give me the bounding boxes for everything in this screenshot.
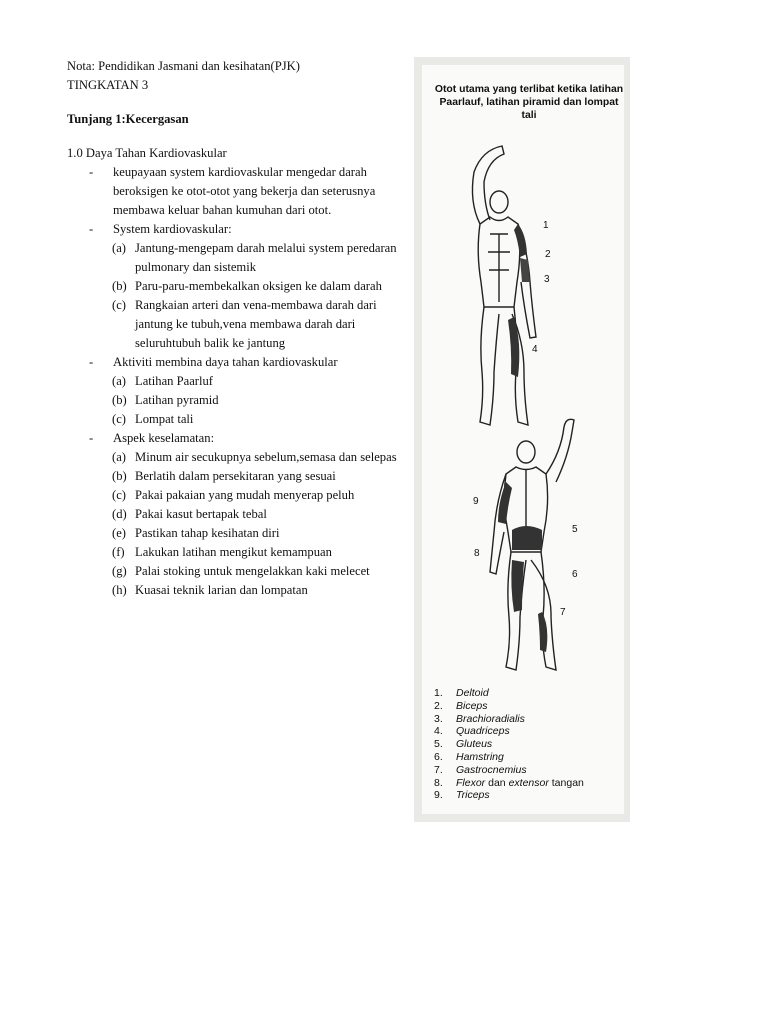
legend-row: 4. Quadriceps — [434, 725, 510, 738]
list-item: - keupayaan system kardiovaskular mengedar darah beroksigen ke otot-otot yang bekerja dan seterusnya membawa keluar bahan kumuhan dari otot. — [89, 165, 376, 217]
list-item: (g) Palai stoking untuk mengelakkan kaki melecet — [112, 564, 370, 578]
note-header: Nota: Pendidikan Jasmani dan kesihatan(PJK) — [67, 59, 300, 73]
front-body-illustration — [454, 142, 564, 437]
marker-6: 6 — [572, 569, 578, 580]
list-item: (c) Pakai pakaian yang mudah menyerap peluh — [112, 488, 355, 502]
legend-row: 1. Deltoid — [434, 687, 489, 699]
legend-row: 9. Triceps — [434, 789, 490, 802]
legend-row: 3. Brachioradialis — [434, 712, 525, 725]
list-item: (b) Paru-paru-membekalkan oksigen ke dalam darah — [112, 279, 382, 293]
list-item: - System kardiovaskular: — [89, 222, 232, 236]
list-item: (a) Minum air secukupnya sebelum,semasa dan selepas — [112, 450, 397, 464]
back-body-illustration — [476, 412, 596, 677]
list-item: (a) Latihan Paarluf — [112, 374, 213, 388]
notes-column — [67, 57, 407, 600]
list-item: (b) Berlatih dalam persekitaran yang sesuai — [112, 469, 336, 483]
muscle-legend — [434, 687, 584, 802]
legend-row: 6. Hamstring — [434, 750, 504, 763]
list-item: (b) Latihan pyramid — [112, 393, 219, 407]
list-item: - Aspek keselamatan: — [89, 431, 215, 445]
marker-5: 5 — [572, 524, 578, 535]
list-item: (a) Jantung-mengepam darah melalui system peredaran pulmonary dan sistemik — [112, 241, 397, 274]
muscle-figure — [414, 57, 630, 822]
marker-3: 3 — [544, 274, 550, 285]
legend-row: 5. Gluteus — [434, 738, 493, 751]
legend-row: 7. Gastrocnemius — [434, 763, 527, 776]
list-item: (f) Lakukan latihan mengikut kemampuan — [112, 545, 332, 559]
marker-7: 7 — [560, 607, 566, 618]
legend-row: 8. Flexor dan extensor tangan — [434, 776, 584, 789]
list-item: - Aktiviti membina daya tahan kardiovaskular — [89, 355, 338, 369]
list-item: (c) Rangkaian arteri dan vena-membawa darah dari jantung ke tubuh,vena membawa darah dari seluruhtubuh balik ke jantung — [112, 298, 377, 350]
legend-row: 2. Biceps — [434, 699, 488, 712]
list-item: (e) Pastikan tahap kesihatan diri — [112, 526, 280, 540]
marker-1: 1 — [543, 220, 549, 231]
list-item: (h) Kuasai teknik larian dan lompatan — [112, 583, 308, 597]
tunjang-heading: Tunjang 1:Kecergasan — [67, 112, 189, 126]
list-item: (c) Lompat tali — [112, 412, 194, 426]
marker-8: 8 — [474, 548, 480, 559]
marker-9: 9 — [473, 496, 479, 507]
marker-2: 2 — [545, 249, 551, 260]
section-title: 1.0 Daya Tahan Kardiovaskular — [67, 146, 227, 160]
list-item: (d) Pakai kasut bertapak tebal — [112, 507, 267, 521]
figure-title: Otot utama yang terlibat ketika latihan Paarlauf, latihan piramid dan lompat tali — [434, 84, 624, 121]
marker-4: 4 — [532, 344, 538, 355]
level-header: TINGKATAN 3 — [67, 78, 149, 92]
